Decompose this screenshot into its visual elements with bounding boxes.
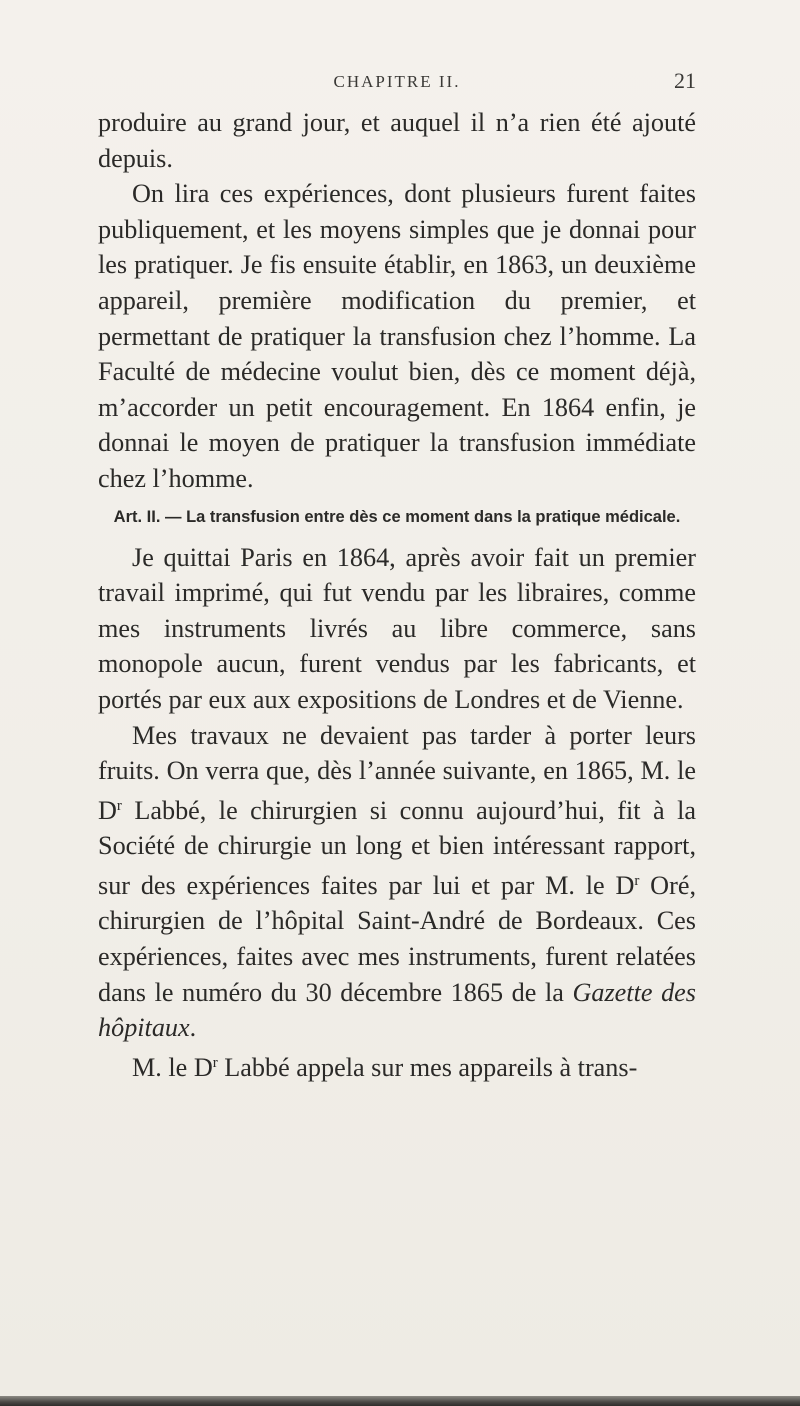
body-text bbox=[98, 105, 696, 1085]
chapter-heading: CHAPITRE II. bbox=[333, 72, 461, 91]
paragraph-4-text-d: . bbox=[189, 1013, 197, 1043]
paragraph-5-text-a: M. le D bbox=[132, 1052, 213, 1082]
paragraph-4-text-a: Mes travaux ne devaient pas tarder à porter leurs fruits. On verra que, dès l’année suivante, en 1865, M. le D bbox=[98, 720, 696, 825]
running-header bbox=[98, 68, 696, 98]
superscript-r: r bbox=[116, 797, 122, 814]
paragraph-1: produire au grand jour, et auquel il n’a rien été ajouté depuis. bbox=[98, 108, 696, 173]
superscript-r: r bbox=[212, 1054, 218, 1071]
page-number: 21 bbox=[674, 68, 696, 93]
page-bottom-edge bbox=[0, 1396, 800, 1406]
section-title: Art. II. — La transfusion entre dès ce moment dans la pratique médicale. bbox=[113, 507, 681, 526]
paragraph-4-text-c: Oré, chirurgien de l’hôpital Saint-André de Bordeaux. Ces expériences, faites avec mes instruments, furent relatées dans le numéro du 30 décembre 1865 de la bbox=[98, 870, 696, 1007]
journal-title: Gazette des hôpitaux bbox=[98, 977, 696, 1043]
paragraph-4 bbox=[98, 718, 696, 1046]
paragraph-4-text-b: Labbé, le chirurgien si connu aujourd’hui, fit à la Société de chirurgie un long et bien intéressant rapport, sur des expériences faites par lui et par M. le D bbox=[98, 795, 696, 900]
paragraph-3: Je quittai Paris en 1864, après avoir fait un premier travail imprimé, qui fut vendu par les libraires, comme mes instruments livrés au libre commerce, sans monopole aucun, furent vendus par les fabricants, et portés par eux aux expositions de Londres et de Vienne. bbox=[98, 542, 696, 714]
paragraph-5 bbox=[98, 1046, 696, 1086]
paragraph-2: On lira ces expériences, dont plusieurs furent faites publiquement, et les moyens simples que je donnai pour les pratiquer. Je fis ensuite établir, en 1863, un deuxième appareil, première modification du premier, et permettant de pratiquer la transfusion chez l’homme. La Faculté de médecine voulut bien, dès ce moment déjà, m’accorder un petit encouragement. En 1864 enfin, je donnai le moyen de pratiquer la transfusion immédiate chez l’homme. bbox=[98, 179, 696, 493]
paragraph-5-text-b: Labbé appela sur mes appareils à trans- bbox=[217, 1052, 638, 1082]
superscript-r: r bbox=[634, 872, 640, 889]
